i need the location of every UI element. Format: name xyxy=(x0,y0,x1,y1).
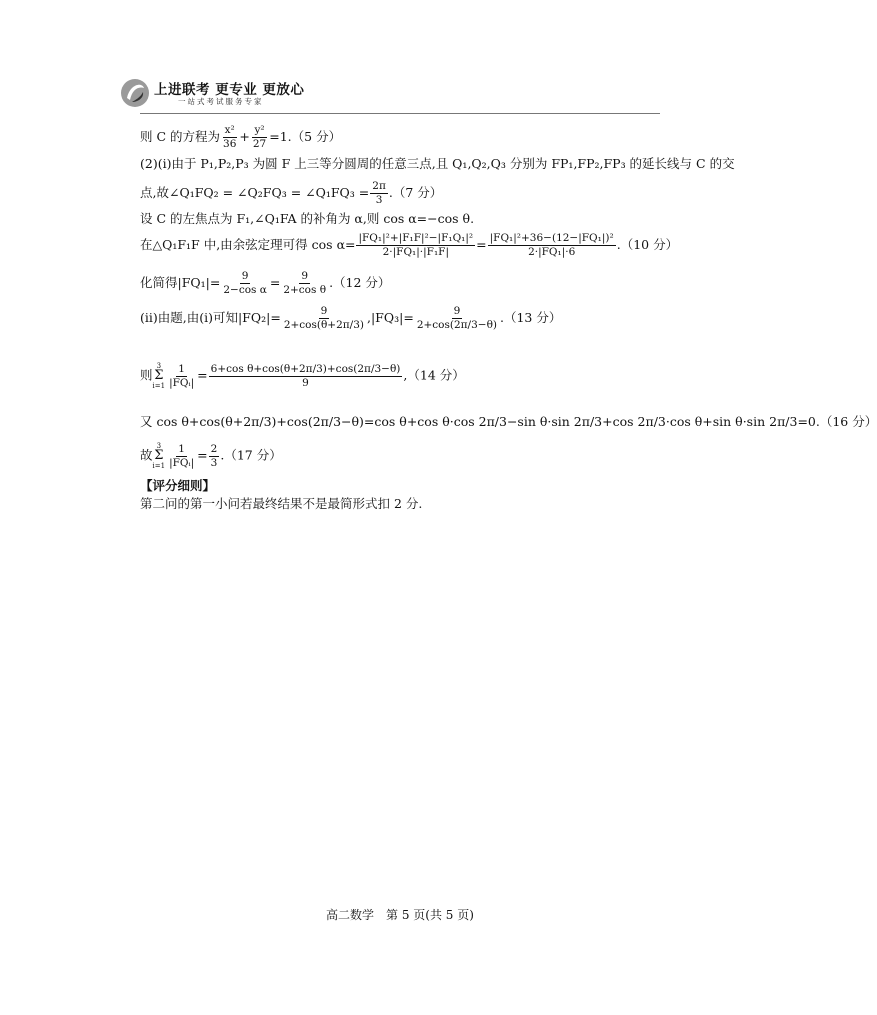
answer-line-3: 点,故∠Q₁FQ₂ = ∠Q₂FQ₃ = ∠Q₁FQ₃ = $\frac{2\pi}{3}$ .（7 分） xyxy=(140,180,443,206)
header-divider xyxy=(140,113,660,114)
brand-logo-icon xyxy=(120,76,150,110)
grading-rule-text: 第二问的第一小问若最终结果不是最简形式扣 2 分. xyxy=(140,496,423,511)
answer-line-8: 则 3 Σ i=1 $\frac{1}{\text{|FQᵢ|}}$ = $\frac{\text{6+cos θ+cos(θ+2π/3)+cos(2π/3−θ)}}{9}$ ,（14 分） xyxy=(140,362,465,390)
fraction: $\frac{9}{2+\cos(\theta+2\pi/3)}$ xyxy=(283,305,364,331)
answer-line-10: 故 3 Σ i=1 $\frac{1}{\text{|FQᵢ|}}$ = $\frac{2}{3}$ .（17 分） xyxy=(140,442,282,470)
fraction: $\frac{9}{2+\cos(2\pi/3-\theta)}$ xyxy=(416,305,497,331)
fraction: $\frac{\text{|FQ₁|²+|F₁F|²−|F₁Q₁|²}}{\text{2·|FQ₁|·|F₁F|}}$ xyxy=(358,232,474,258)
answer-line-9: 又 cos θ+cos(θ+2π/3)+cos(2π/3−θ)=cos θ+cos θ·cos 2π/3−sin θ·sin 2π/3+cos 2π/3·cos θ+sin θ·sin 2π/3=0.（16 分） xyxy=(140,414,877,429)
fraction: $\frac{2\pi}{3}$ xyxy=(372,180,386,206)
page-footer: 高二数学 第 5 页(共 5 页) xyxy=(326,908,474,922)
answer-line-5: 在△Q₁F₁F 中,由余弦定理可得 cos α= $\frac{\text{|FQ₁|²+|F₁F|²−|F₁Q₁|²}}{\text{2·|FQ₁|·|F₁F|}}$ = $\frac{\text{|FQ₁|²+36−(12−|FQ₁|)²}}{\text{2·|FQ₁|·6}}$ .（10 分） xyxy=(140,232,679,258)
summation: 3 Σ i=1 xyxy=(152,442,166,470)
answer-line-2: (2)(i)由于 P₁,P₂,P₃ 为圆 F 上三等分圆周的任意三点,且 Q₁,Q₂,Q₃ 分别为 FP₁,FP₂,FP₃ 的延长线与 C 的交 xyxy=(140,156,735,171)
answer-line-7: (ii)由题,由(i)可知|FQ₂|= $\frac{9}{2+\cos(\theta+2\pi/3)}$ ,|FQ₃|= $\frac{9}{2+\cos(2\pi/3-\theta)}$ .（13 分） xyxy=(140,305,562,331)
fraction: $\frac{\text{x²}}{36}$ xyxy=(223,124,237,150)
header-logo xyxy=(120,76,305,116)
summation: 3 Σ i=1 xyxy=(152,362,166,390)
fraction: $\frac{9}{\text{2+cos θ}}$ xyxy=(283,270,327,296)
answer-line-6: 化简得|FQ₁|= $\frac{9}{\text{2−cos α}}$ = $\frac{9}{\text{2+cos θ}}$ .（12 分） xyxy=(140,270,391,296)
fraction: $\frac{\text{|FQ₁|²+36−(12−|FQ₁|)²}}{\text{2·|FQ₁|·6}}$ xyxy=(489,232,614,258)
fraction: $\frac{\text{6+cos θ+cos(θ+2π/3)+cos(2π/3−θ)}}{9}$ xyxy=(210,362,401,389)
grading-rules-heading: 【评分细则】 xyxy=(140,478,216,493)
fraction: $\frac{9}{\text{2−cos α}}$ xyxy=(223,270,267,296)
brand-tagline: 一站式考试服务专家 xyxy=(178,97,264,106)
answer-line-1: 则 C 的方程为 $\frac{\text{x²}}{36}$ + $\frac{\text{y²}}{27}$ =1.（5 分） xyxy=(140,124,342,150)
fraction: $\frac{1}{\text{|FQᵢ|}}$ xyxy=(169,442,195,469)
brand-slogan: 上进联考 更专业 更放心 xyxy=(154,82,305,98)
answer-line-4: 设 C 的左焦点为 F₁,∠Q₁FA 的补角为 α,则 cos α=−cos θ. xyxy=(140,211,475,226)
fraction: $\frac{\text{y²}}{27}$ xyxy=(252,124,267,150)
fraction: $\frac{1}{\text{|FQᵢ|}}$ xyxy=(169,362,195,389)
fraction: $\frac{2}{3}$ xyxy=(210,442,218,469)
